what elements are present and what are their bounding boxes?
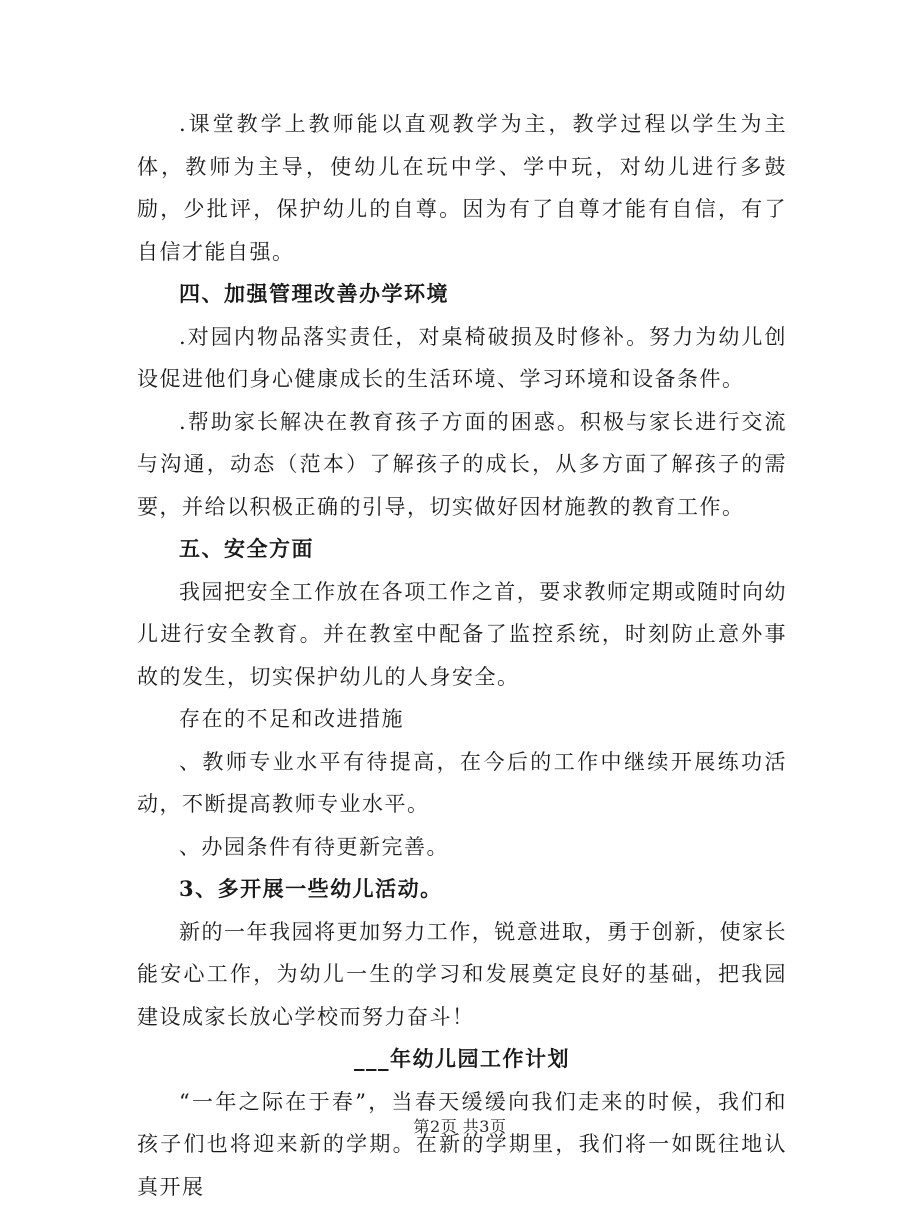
- paragraph-teacher-skills: 、教师专业水平有待提高，在今后的工作中继续开展练功活动，不断提高教师专业水平。: [137, 741, 787, 826]
- section-heading-safety: 五、安全方面: [137, 528, 787, 571]
- section-heading-activities: 3、多开展一些幼儿活动。: [137, 868, 787, 911]
- document-body: [137, 103, 787, 1208]
- paragraph-property-responsibility: .对园内物品落实责任，对桌椅破损及时修补。努力为幼儿创设促进他们身心健康成长的生活环境、学习环境和设备条件。: [137, 316, 787, 401]
- work-plan-title: ___年幼儿园工作计划: [137, 1038, 787, 1081]
- paragraph-classroom-teaching: .课堂教学上教师能以直观教学为主，教学过程以学生为主体，教师为主导，使幼儿在玩中学、学中玩，对幼儿进行多鼓励，少批评，保护幼儿的自尊。因为有了自尊才能有自信，有了自信才能自强。: [137, 103, 787, 273]
- paragraph-safety-education: 我园把安全工作放在各项工作之首，要求教师定期或随时向幼儿进行安全教育。并在教室中配备了监控系统，时刻防止意外事故的发生，切实保护幼儿的人身安全。: [137, 571, 787, 699]
- paragraph-parent-communication: .帮助家长解决在教育孩子方面的困惑。积极与家长进行交流与沟通，动态（范本）了解孩子的成长，从多方面了解孩子的需要，并给以积极正确的引导，切实做好因材施教的教育工作。: [137, 401, 787, 529]
- section-heading-management: 四、加强管理改善办学环境: [137, 273, 787, 316]
- paragraph-shortcomings-heading: 存在的不足和改进措施: [137, 698, 787, 741]
- page-number-footer: 第2页 共3页: [0, 1114, 920, 1137]
- paragraph-facility-conditions: 、办园条件有待更新完善。: [137, 826, 787, 869]
- paragraph-new-year-goals: 新的一年我园将更加努力工作，锐意进取，勇于创新，使家长能安心工作，为幼儿一生的学习和发展奠定良好的基础，把我园建设成家长放心学校而努力奋斗！: [137, 911, 787, 1039]
- paragraph-spring-intro: “一年之际在于春”，当春天缓缓向我们走来的时候，我们和孩子们也将迎来新的学期。在新的学期里，我们将一如既往地认真开展: [137, 1081, 787, 1208]
